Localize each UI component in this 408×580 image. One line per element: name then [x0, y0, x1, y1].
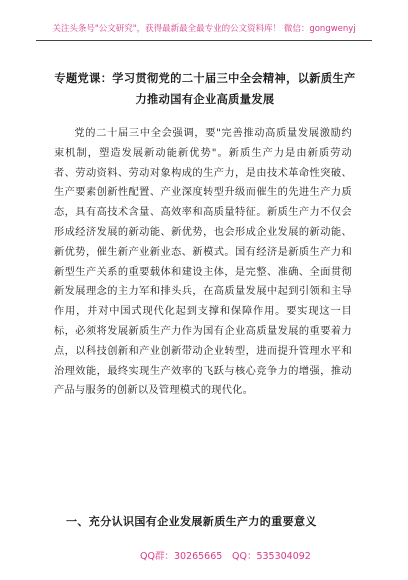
- header-promo-note: 关注头条号"公文研究"，获得最新最全最专业的公文资料库！ 微信：gongwenyj: [52, 24, 356, 34]
- footer-qq-number: QQ：535304092: [232, 551, 311, 562]
- document-title: 专题党课：学习贯彻党的二十届三中全会精神，以新质生产力推动国有企业高质量发展: [54, 71, 356, 106]
- section-heading: 一、充分认识国有企业发展新质生产力的重要意义: [66, 515, 317, 528]
- footer-qq-group: QQ群：30265665: [140, 551, 223, 562]
- header-divider: [36, 40, 372, 41]
- body-paragraph: 党的二十届三中全会强调，要"完善推动高质量发展激励约束机制，塑造发展新动能新优势"。新质生产力是由新质劳动者、劳动资料、劳动对象构成的生产力，是由技术革命性突破、生产要素创新性配置、产业深度转型升级而催生的先进生产力质态，具有高技术含量、高效率和高质量特征。新质生产力不仅会形成经济发展的新动能、新优势，也会形成企业发展的新动能、新优势，催生新产业新业态、新模式。国有经济是新质生产力和新型生产关系的重要载体和建设主体，是完整、准确、全面贯彻新发展理念的主力军和排头兵，在高质量发展中起到引领和主导作用，并对中国式现代化起到支撑和保障作用。要实现这一目标，必须将发展新质生产力作为国有企业高质量发展的重要着力点，以科技创新和产业创新带动企业转型，进而提升管理水平和治理效能，最终实现生产效率的飞跃与核心竞争力的增强，推动产品与服务的创新以及管理模式的现代化。: [54, 128, 352, 397]
